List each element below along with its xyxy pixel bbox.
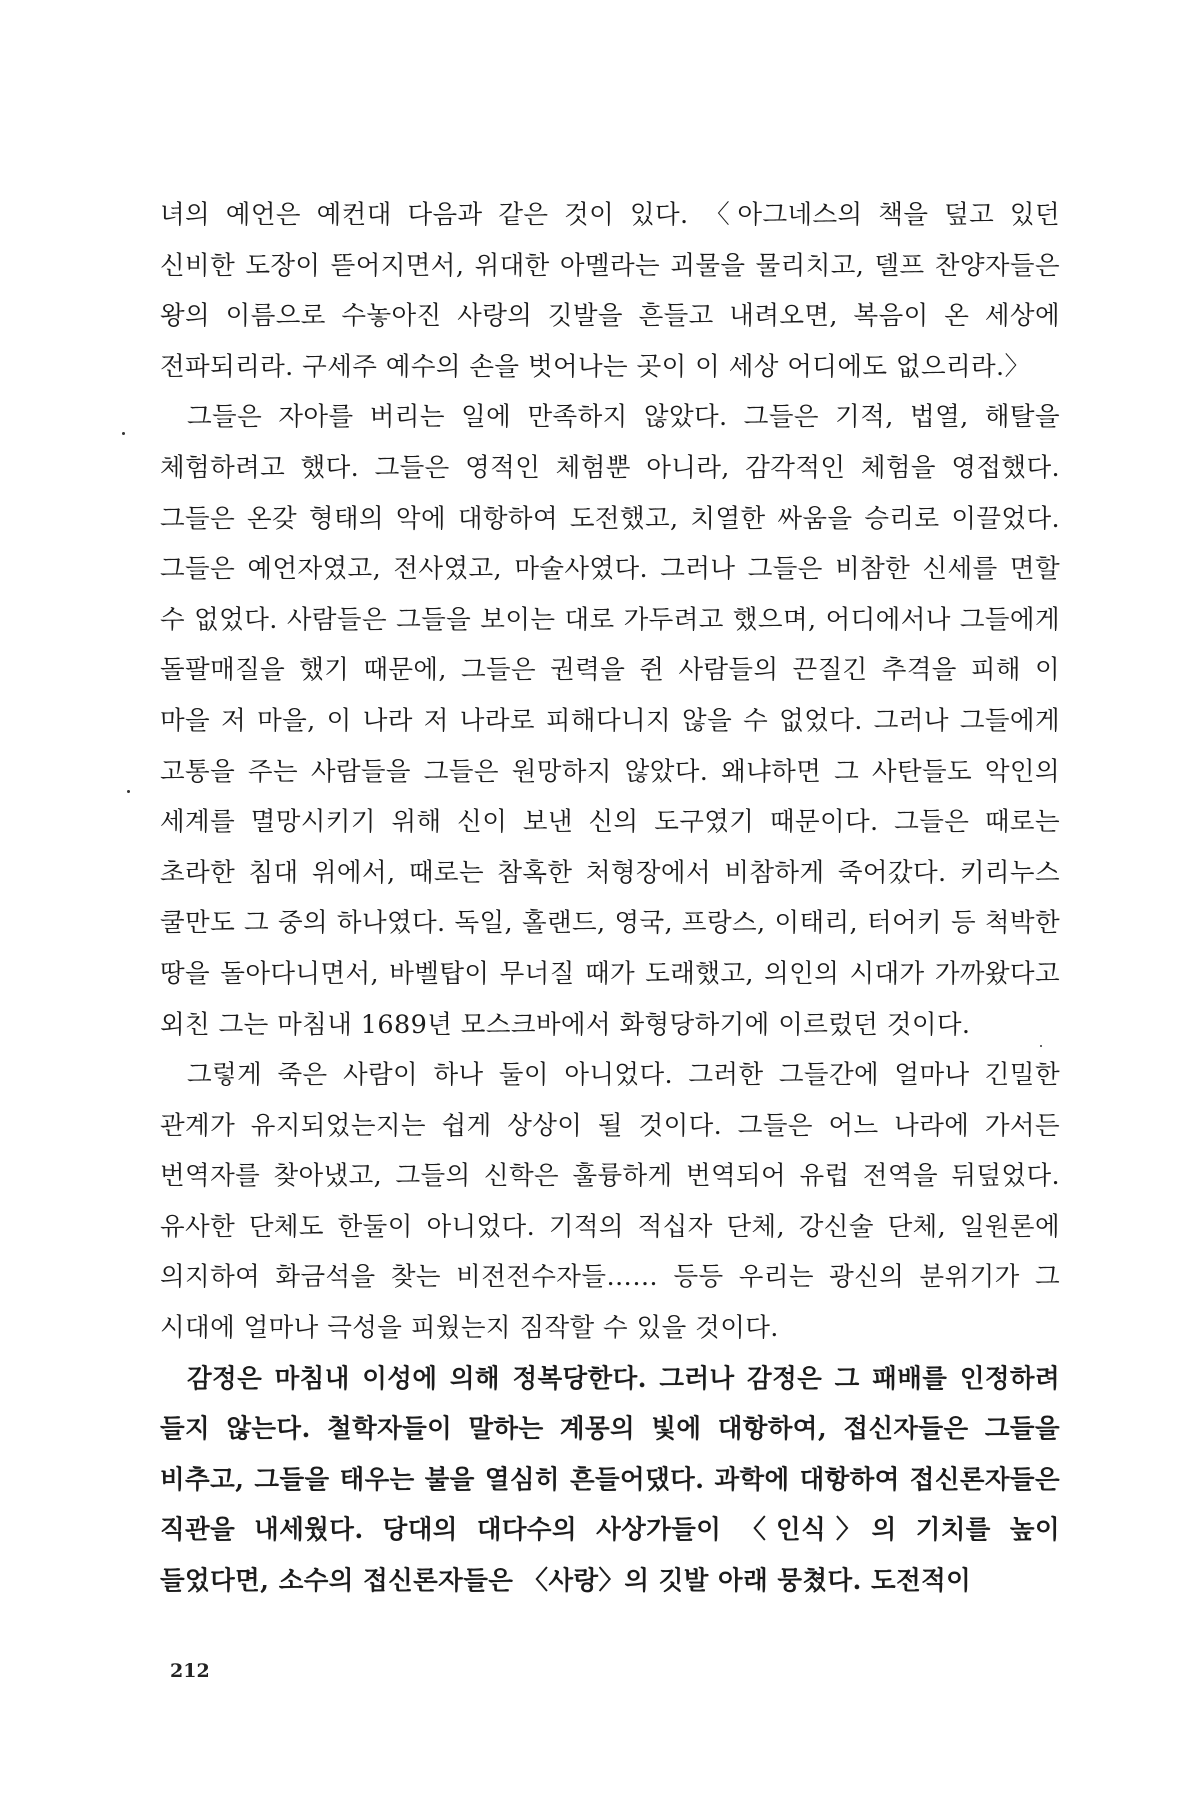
document-page: [160, 190, 1060, 1607]
scan-speck: [127, 790, 130, 793]
paragraph-prophecy: 녀의 예언은 예컨대 다음과 같은 것이 있다. 〈아그네스의 책을 덮고 있던 신비한 도장이 뜯어지면서, 위대한 아멜라는 괴물을 물리치고, 델프 찬양자들은 왕의 이름으로 수놓아진 사랑의 깃발을 흔들고 내려오면, 복음이 온 세상에 전파되리라. 구세주 예수의 손을 벗어나는 곳이 이 세상 어디에도 없으리라.〉: [160, 200, 1060, 382]
page-number: 212: [170, 1660, 210, 1682]
scan-speck: [122, 432, 125, 435]
scan-speck: [1040, 1045, 1042, 1047]
paragraph-emotion-vs-reason: 감정은 마침내 이성에 의해 정복당한다. 그러나 감정은 그 패배를 인정하려 들지 않는다. 철학자들이 말하는 계몽의 빛에 대항하여, 접신자들은 그들을 비추고, 그들을 태우는 불을 열심히 흔들어댔다. 과학에 대항하여 접신론자들은 직관을 내세웠다. 당대의 대다수의 사상가들이 〈인식〉의 기치를 높이 들었다면, 소수의 접신론자들은 〈사랑〉의 깃발 아래 뭉쳤다. 도전적이: [160, 1363, 1060, 1597]
paragraph-mystic-experience: 그들은 자아를 버리는 일에 만족하지 않았다. 그들은 기적, 법열, 해탈을 체험하려고 했다. 그들은 영적인 체험뿐 아니라, 감각적인 체험을 영접했다. 그들은 온갖 형태의 악에 대항하여 도전했고, 치열한 싸움을 승리로 이끌었다. 그들은 예언자였고, 전사였고, 마술사였다. 그러나 그들은 비참한 신세를 면할 수 없었다. 사람들은 그들을 보이는 대로 가두려고 했으며, 어디에서나 그들에게 돌팔매질을 했기 때문에, 그들은 권력을 쥔 사람들의 끈질긴 추격을 피해 이 마을 저 마을, 이 나라 저 나라로 피해다니지 않을 수 없었다. 그러나 그들에게 고통을 주는 사람들을 그들은 원망하지 않았다. 왜냐하면 그 사탄들도 악인의 세계를 멸망시키기 위해 신이 보낸 신의 도구였기 때문이다. 그들은 때로는 초라한 침대 위에서, 때로는 참혹한 처형장에서 비참하게 죽어갔다. 키리누스 쿨만도 그 중의 하나였다. 독일, 홀랜드, 영국, 프랑스, 이태리, 터어키 등 척박한 땅을 돌아다니면서, 바벨탑이 무너질 때가 도래했고, 의인의 시대가 가까왔다고 외친 그는 마침내 1689년 모스크바에서 화형당하기에 이르렀던 것이다.: [160, 402, 1060, 1040]
paragraph-secret-societies: 그렇게 죽은 사람이 하나 둘이 아니었다. 그러한 그들간에 얼마나 긴밀한 관계가 유지되었는지는 쉽게 상상이 될 것이다. 그들은 어느 나라에 가서든 번역자를 찾아냈고, 그들의 신학은 훌륭하게 번역되어 유럽 전역을 뒤덮었다. 유사한 단체도 한둘이 아니었다. 기적의 적십자 단체, 강신술 단체, 일원론에 의지하여 화금석을 찾는 비전전수자들…… 등등 우리는 광신의 분위기가 그 시대에 얼마나 극성을 피웠는지 짐작할 수 있을 것이다.: [160, 1060, 1060, 1344]
